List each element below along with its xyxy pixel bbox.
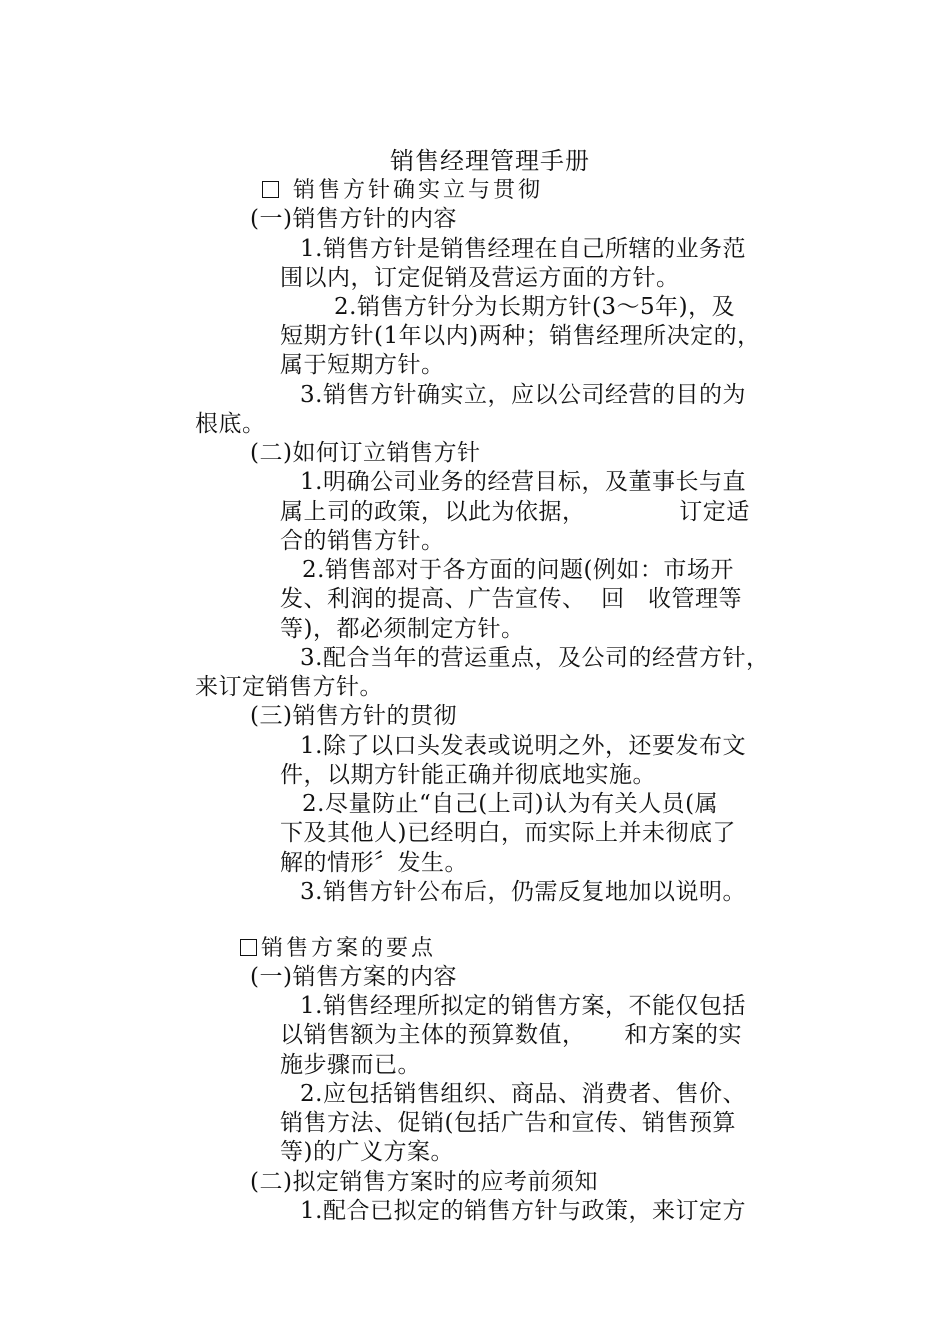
subsection-heading: (三)销售方针的贯彻 [250,703,457,729]
paragraph-line: 根底。 [195,411,266,437]
paragraph-line: 2.销售方针分为长期方针(3～5年)，及 [334,294,736,320]
paragraph-line: 2.应包括销售组织、商品、消费者、售价、 [300,1081,746,1107]
document-title: 销售经理管理手册 [390,147,590,175]
section-heading-text: 销售方针确实立与贯彻 [293,178,544,203]
paragraph-line: 1.销售方针是销售经理在自己所辖的业务范 [300,236,746,262]
paragraph-line: 合的销售方针。 [280,528,445,554]
paragraph-line: 等)，都必须制定方针。 [280,616,525,642]
paragraph-line: 短期方针(1年以内)两种；销售经理所决定的， [280,323,761,349]
paragraph-line: 属于短期方针。 [280,352,445,378]
paragraph-line: 1.销售经理所拟定的销售方案，不能仅包括 [300,993,746,1019]
paragraph-line: 销售方法、促销(包括广告和宣传、销售预算 [280,1110,736,1136]
paragraph-line: 围以内，订定促销及营运方面的方针。 [280,265,680,291]
paragraph-line: 以销售额为主体的预算数值， 和方案的实 [280,1022,743,1048]
checkbox-square-icon [262,181,279,198]
paragraph-line: 发、利润的提高、广告宣传、 回 收管理等 [280,586,743,612]
paragraph-line: 1.配合已拟定的销售方针与政策，来订定方 [300,1198,746,1224]
paragraph-line: 3.销售方针确实立，应以公司经营的目的为 [300,382,746,408]
subsection-heading: (一)销售方针的内容 [250,206,457,232]
checkbox-square-icon [240,939,257,956]
paragraph-line: 等)的广义方案。 [280,1139,454,1165]
paragraph-line: 解的情形〞发生。 [280,850,468,876]
section-heading-plan [240,934,436,964]
subsection-heading: (二)拟定销售方案时的应考前须知 [250,1169,598,1195]
paragraph-line: 下及其他人)已经明白，而实际上并未彻底了 [280,820,736,846]
paragraph-line: 件，以期方针能正确并彻底地实施。 [280,762,656,788]
paragraph-line: 3.配合当年的营运重点，及公司的经营方针， [300,645,770,671]
paragraph-line: 施步骤而已。 [280,1052,421,1078]
section-heading-text: 销售方案的要点 [261,936,437,961]
section-heading-policy [262,176,543,206]
paragraph-line: 3.销售方针公布后，仍需反复地加以说明。 [300,879,746,905]
paragraph-line: 来订定销售方针。 [195,674,383,700]
paragraph-line: 2.销售部对于各方面的问题(例如：市场开 [302,557,734,583]
subsection-heading: (二)如何订立销售方针 [250,440,481,466]
paragraph-line: 1.除了以口头发表或说明之外，还要发布文 [300,733,746,759]
subsection-heading: (一)销售方案的内容 [250,964,457,990]
paragraph-line: 1.明确公司业务的经营目标，及董事长与直 [300,469,746,495]
paragraph-line: 属上司的政策，以此为依据， 订定适 [280,499,750,525]
paragraph-line: 2.尽量防止“自己(上司)认为有关人员(属 [302,791,719,817]
